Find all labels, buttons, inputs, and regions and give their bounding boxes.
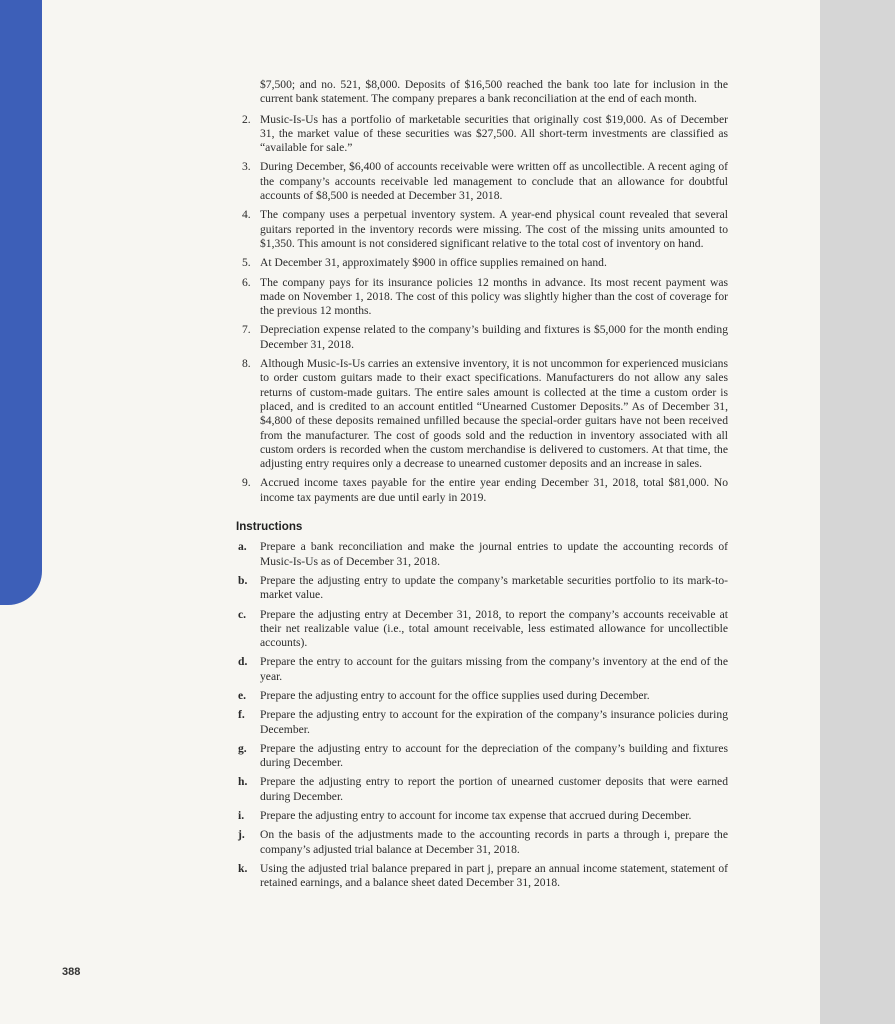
item-number: 9. — [242, 476, 251, 490]
instruction-letter: k. — [238, 861, 248, 875]
item-text: Although Music-Is-Us carries an extensive inventory, it is not uncommon for experienced musicians to order custom guitars made to their exact specifications. Manufacturers do not allow any sales returns of custom-made guitars. The entire sales amount is collected at the time a custom order is placed, and is credited to an account entitled “Unearned Customer Deposits.” As of December 31, $4,800 of these deposits remained unfilled because the special-order guitars have not been received from the manufacturer. The cost of goods sold and the reduction in inventory associated with all custom orders is recorded when the custom merchandise is delivered to customers. At that time, the adjusting entry requires only a decrease to unearned customer deposits and an increase in sales. — [260, 357, 728, 471]
chapter-color-tab — [0, 0, 42, 605]
problem-item — [236, 113, 728, 156]
problem-item — [236, 256, 728, 270]
item-text: Depreciation expense related to the company’s building and fixtures is $5,000 for the month ending December 31, 2018. — [260, 323, 728, 351]
instruction-text: On the basis of the adjustments made to the accounting records in parts a through i, prepare the company’s adjusted trial balance at December 31, 2018. — [260, 828, 728, 856]
page-number: 388 — [62, 966, 81, 978]
instruction-item — [236, 574, 728, 603]
instruction-item — [236, 540, 728, 569]
item-text: The company pays for its insurance policies 12 months in advance. Its most recent payment was made on November 1, 2018. The cost of this policy was slightly higher than the cost of coverage for the previous 12 months. — [260, 275, 728, 318]
instruction-text: Prepare the adjusting entry to report the portion of unearned customer deposits that were earned during December. — [260, 775, 728, 803]
problem-item — [236, 357, 728, 471]
item-text: During December, $6,400 of accounts receivable were written off as uncollectible. A recent aging of the company’s accounts receivable led management to conclude that an allowance for doubtful accounts of $8,500 is needed at December 31, 2018. — [260, 160, 728, 203]
instruction-letter: f. — [238, 708, 245, 722]
instruction-letter: a. — [238, 540, 247, 554]
instruction-item — [236, 742, 728, 771]
item-number: 6. — [242, 275, 251, 289]
instruction-letter: e. — [238, 688, 247, 702]
instruction-text: Prepare the adjusting entry to account for the depreciation of the company’s building and fixtures during December. — [260, 741, 728, 770]
page-content — [236, 78, 728, 896]
instruction-letter: c. — [238, 607, 247, 621]
instruction-item — [236, 608, 728, 651]
problem-item — [236, 323, 728, 352]
item-number: 4. — [242, 208, 251, 222]
item-number: 2. — [242, 112, 251, 126]
item-text: At December 31, approximately $900 in office supplies remained on hand. — [260, 256, 607, 270]
instruction-letter: h. — [238, 775, 248, 789]
instructions-heading: Instructions — [236, 520, 303, 534]
viewer-gutter — [820, 0, 895, 1024]
instruction-text: Prepare the adjusting entry to account for the office supplies used during December. — [260, 688, 650, 702]
instruction-letter: b. — [238, 573, 248, 587]
instruction-item — [236, 708, 728, 737]
instruction-letter: d. — [238, 655, 248, 669]
continuation-paragraph: $7,500; and no. 521, $8,000. Deposits of $16,500 reached the bank too late for inclusion in the current bank statement. The company prepares a bank reconciliation at the end of each month. — [260, 78, 728, 106]
item-number: 8. — [242, 357, 251, 371]
item-number: 5. — [242, 256, 251, 270]
instruction-text: Prepare the entry to account for the guitars missing from the company’s inventory at the end of the year. — [260, 655, 728, 683]
instruction-item — [236, 775, 728, 804]
problem-item — [236, 476, 728, 505]
problem-item — [236, 276, 728, 319]
instruction-letter: i. — [238, 809, 245, 823]
instruction-text: Prepare the adjusting entry to account for income tax expense that accrued during December. — [260, 809, 692, 823]
instruction-letter: g. — [238, 741, 247, 755]
instruction-text: Prepare the adjusting entry to account for the expiration of the company’s insurance policies during December. — [260, 708, 728, 736]
item-number: 3. — [242, 160, 251, 174]
instruction-item — [236, 689, 728, 703]
instruction-text: Prepare the adjusting entry to update the company’s marketable securities portfolio to its mark-to-market value. — [260, 573, 728, 602]
instruction-text: Prepare the adjusting entry at December 31, 2018, to report the company’s accounts receivable at their net realizable value (i.e., total amount receivable, less estimated allowance for uncollectible accounts). — [260, 607, 728, 650]
instruction-item — [236, 862, 728, 891]
problem-item — [236, 160, 728, 203]
instruction-text: Using the adjusted trial balance prepared in part j, prepare an annual income statement, statement of retained earnings, and a balance sheet dated December 31, 2018. — [260, 861, 728, 890]
instruction-letter: j. — [238, 828, 245, 842]
item-text: Music-Is-Us has a portfolio of marketable securities that originally cost $19,000. As of December 31, the market value of these securities was $27,500. All short-term investments are classified as “available for sale.” — [260, 112, 728, 155]
instruction-item — [236, 828, 728, 857]
item-text: Accrued income taxes payable for the entire year ending December 31, 2018, total $81,000. No income tax payments are due until early in 2019. — [260, 476, 728, 504]
instruction-item — [236, 809, 728, 823]
instruction-text: Prepare a bank reconciliation and make the journal entries to update the accounting records of Music-Is-Us as of December 31, 2018. — [260, 540, 728, 568]
problem-item — [236, 208, 728, 251]
instruction-item — [236, 655, 728, 684]
item-number: 7. — [242, 323, 251, 337]
item-text: The company uses a perpetual inventory system. A year-end physical count revealed that several guitars reported in the inventory records were missing. The cost of the missing units amounted to $1,350. This amount is not considered significant relative to the total cost of inventory on hand. — [260, 208, 728, 250]
